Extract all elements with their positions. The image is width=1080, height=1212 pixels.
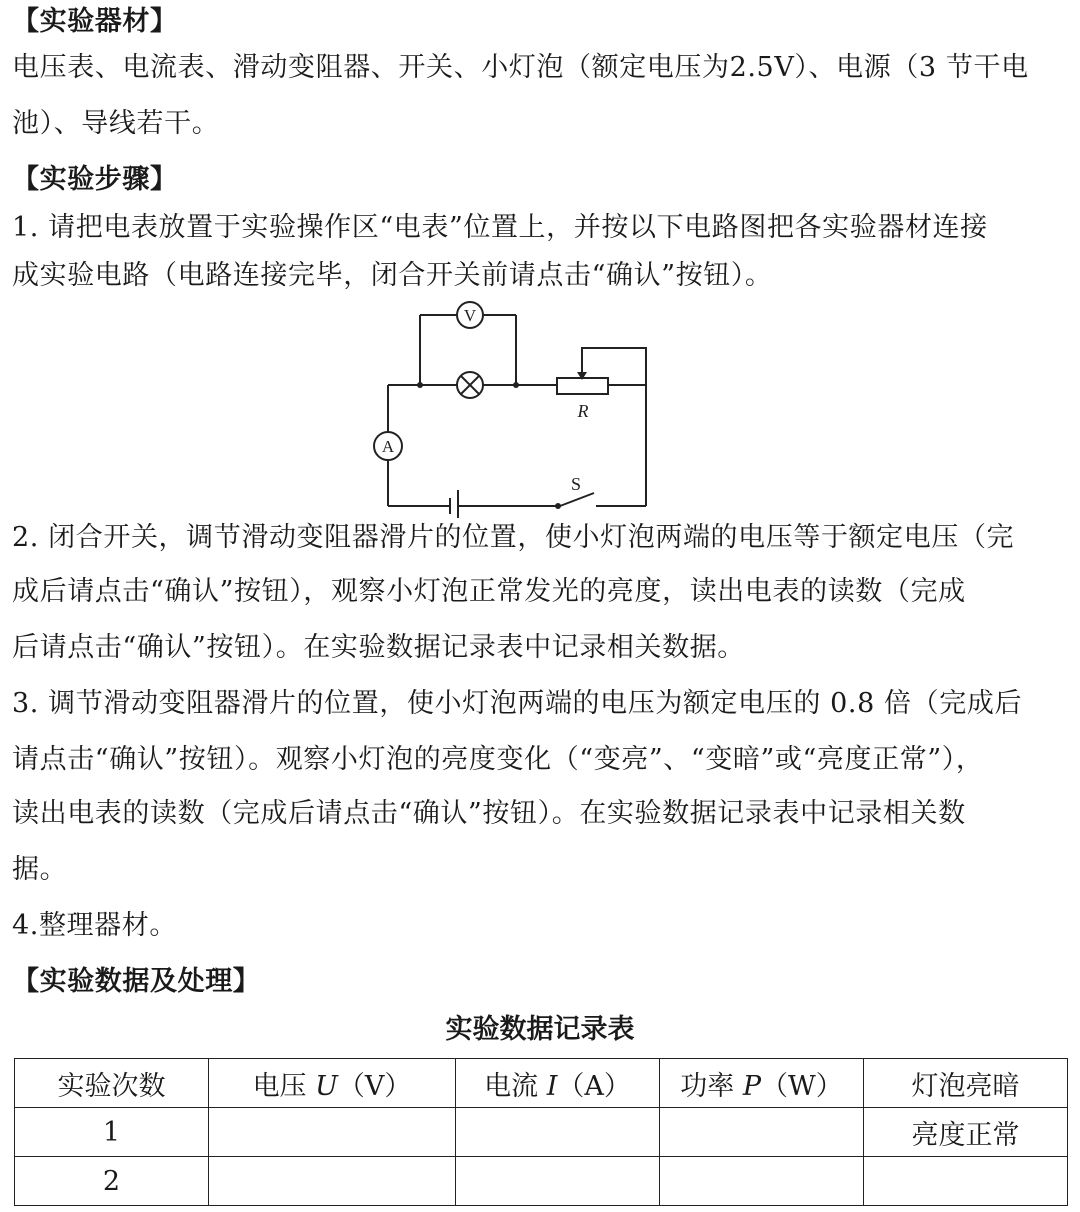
rheostat-label: R bbox=[577, 401, 589, 421]
cell-voltage[interactable] bbox=[209, 1108, 456, 1157]
cell-trial: 2 bbox=[15, 1157, 209, 1206]
junction-dot bbox=[513, 382, 519, 388]
cell-power[interactable] bbox=[660, 1108, 864, 1157]
cell-trial: 1 bbox=[15, 1108, 209, 1157]
header-brightness: 灯泡亮暗 bbox=[864, 1059, 1068, 1108]
cell-power[interactable] bbox=[660, 1157, 864, 1206]
header-voltage: 电压 U（V） bbox=[209, 1059, 456, 1108]
steps-heading: 【实验步骤】 bbox=[12, 164, 178, 195]
step-3-text: 请点击“确认”按钮）。观察小灯泡的亮度变化（“变亮”、“变暗”或“亮度正常”）， bbox=[12, 744, 984, 775]
switch-label: S bbox=[570, 474, 582, 494]
step-1-text: 1. 请把电表放置于实验操作区“电表”位置上，并按以下电路图把各实验器材连接 bbox=[12, 212, 988, 243]
materials-text-line: 电压表、电流表、滑动变阻器、开关、小灯泡（额定电压为2.5V）、电源（3 节干电 bbox=[12, 52, 1029, 83]
step-4-text: 4.整理器材。 bbox=[12, 910, 177, 941]
table-row bbox=[15, 1108, 1068, 1157]
step-3-text: 读出电表的读数（完成后请点击“确认”按钮）。在实验数据记录表中记录相关数 bbox=[12, 798, 966, 829]
step-2-text: 后请点击“确认”按钮）。在实验数据记录表中记录相关数据。 bbox=[12, 632, 745, 663]
data-record-table bbox=[14, 1058, 1068, 1206]
cell-current[interactable] bbox=[456, 1108, 660, 1157]
table-row bbox=[15, 1157, 1068, 1206]
switch-blade bbox=[560, 493, 594, 506]
materials-heading: 【实验器材】 bbox=[12, 6, 178, 37]
voltmeter-label: V bbox=[463, 306, 477, 325]
step-3-text: 据。 bbox=[12, 854, 68, 885]
switch-contact bbox=[555, 503, 561, 509]
cell-current[interactable] bbox=[456, 1157, 660, 1206]
cell-voltage[interactable] bbox=[209, 1157, 456, 1206]
step-2-text: 成后请点击“确认”按钮），观察小灯泡正常发光的亮度，读出电表的读数（完成 bbox=[12, 576, 966, 607]
header-current: 电流 I（A） bbox=[456, 1059, 660, 1108]
header-trial-count: 实验次数 bbox=[15, 1059, 209, 1108]
circuit-diagram bbox=[360, 296, 660, 518]
step-2-text: 2. 闭合开关，调节滑动变阻器滑片的位置，使小灯泡两端的电压等于额定电压（完 bbox=[12, 522, 1015, 553]
cell-brightness[interactable]: 亮度正常 bbox=[864, 1108, 1068, 1157]
table-header-row bbox=[15, 1059, 1068, 1108]
rheostat-slider-wire bbox=[582, 348, 646, 385]
step-1-text: 成实验电路（电路连接完毕，闭合开关前请点击“确认”按钮）。 bbox=[12, 260, 773, 291]
ammeter-label: A bbox=[381, 437, 395, 456]
rheostat-body bbox=[557, 378, 608, 394]
junction-dot bbox=[417, 382, 423, 388]
data-heading: 【实验数据及处理】 bbox=[12, 966, 261, 997]
header-power: 功率 P（W） bbox=[660, 1059, 864, 1108]
table-title: 实验数据记录表 bbox=[445, 1014, 635, 1045]
cell-brightness[interactable] bbox=[864, 1157, 1068, 1206]
materials-text-line: 池）、导线若干。 bbox=[12, 108, 220, 139]
step-3-text: 3. 调节滑动变阻器滑片的位置，使小灯泡两端的电压为额定电压的 0.8 倍（完成后 bbox=[12, 688, 1023, 719]
